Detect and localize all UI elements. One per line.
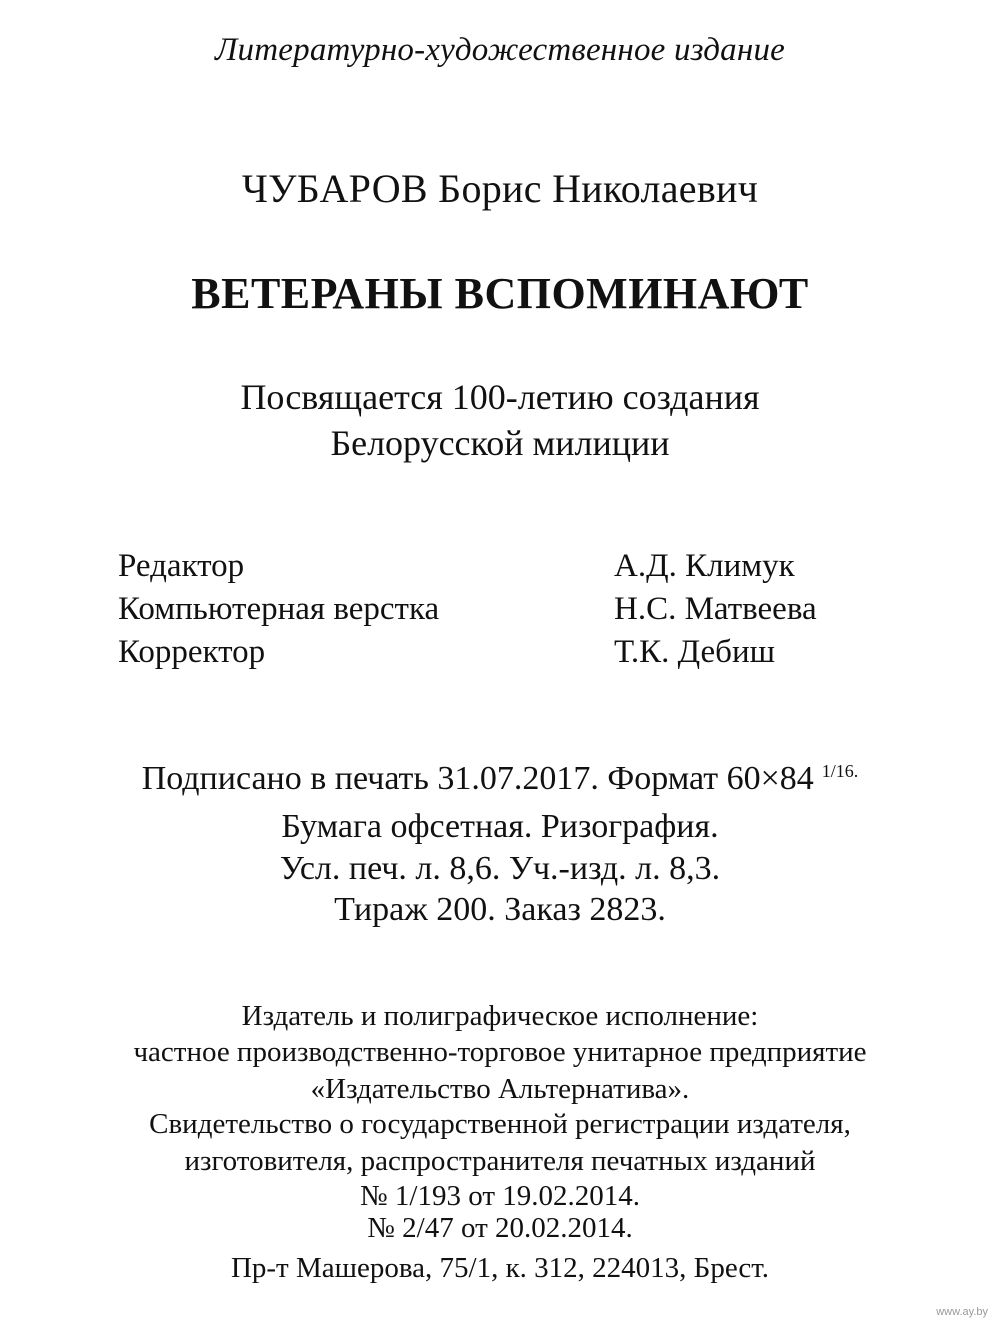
credit-row-editor [118, 548, 858, 591]
credit-role: Компьютерная верстка [118, 591, 440, 627]
format-fraction: 1/16. [821, 761, 859, 781]
edition-type: Литературно-художественное издание [215, 32, 785, 68]
publisher-line-7: № 2/47 от 20.02.2014. [367, 1212, 633, 1244]
credit-name: А.Д. Климук [614, 548, 795, 584]
credits-block [118, 548, 858, 677]
publisher-line-2: частное производственно-торговое унитарное предприятие [133, 1036, 867, 1068]
credit-row-layout [118, 591, 858, 634]
print-signed-format: Подписано в печать 31.07.2017. Формат 60×84 [141, 760, 814, 797]
credit-name: Н.С. Матвеева [614, 591, 817, 627]
publisher-line-4: Свидетельство о государственной регистрации издателя, [149, 1108, 851, 1140]
print-info-line-4: Тираж 200. Заказ 2823. [334, 891, 666, 928]
dedication-line-1: Посвящается 100-летию создания [240, 377, 760, 417]
publisher-line-8: Пр-т Машерова, 75/1, к. 312, 224013, Брест. [230, 1252, 770, 1284]
print-info-line-1 [0, 760, 1000, 798]
credit-role: Редактор [118, 548, 245, 584]
book-title: ВЕТЕРАНЫ ВСПОМИНАЮТ [191, 269, 809, 318]
watermark: www.ay.by [936, 1306, 988, 1318]
publisher-line-5: изготовителя, распространителя печатных изданий [184, 1145, 816, 1177]
publisher-line-6: № 1/193 от 19.02.2014. [359, 1180, 641, 1212]
publisher-line-3: «Издательство Альтернатива». [310, 1073, 690, 1105]
print-info-line-2: Бумага офсетная. Ризография. [281, 808, 719, 845]
credit-role: Корректор [118, 634, 266, 670]
print-info-line-3: Усл. печ. л. 8,6. Уч.-изд. л. 8,3. [279, 850, 721, 887]
credit-name: Т.К. Дебиш [614, 634, 776, 670]
credit-row-proofreader [118, 634, 858, 677]
publisher-line-1: Издатель и полиграфическое исполнение: [241, 1000, 759, 1032]
author-name: ЧУБАРОВ Борис Николаевич [241, 166, 759, 211]
dedication-line-2: Белорусской милиции [330, 423, 670, 463]
